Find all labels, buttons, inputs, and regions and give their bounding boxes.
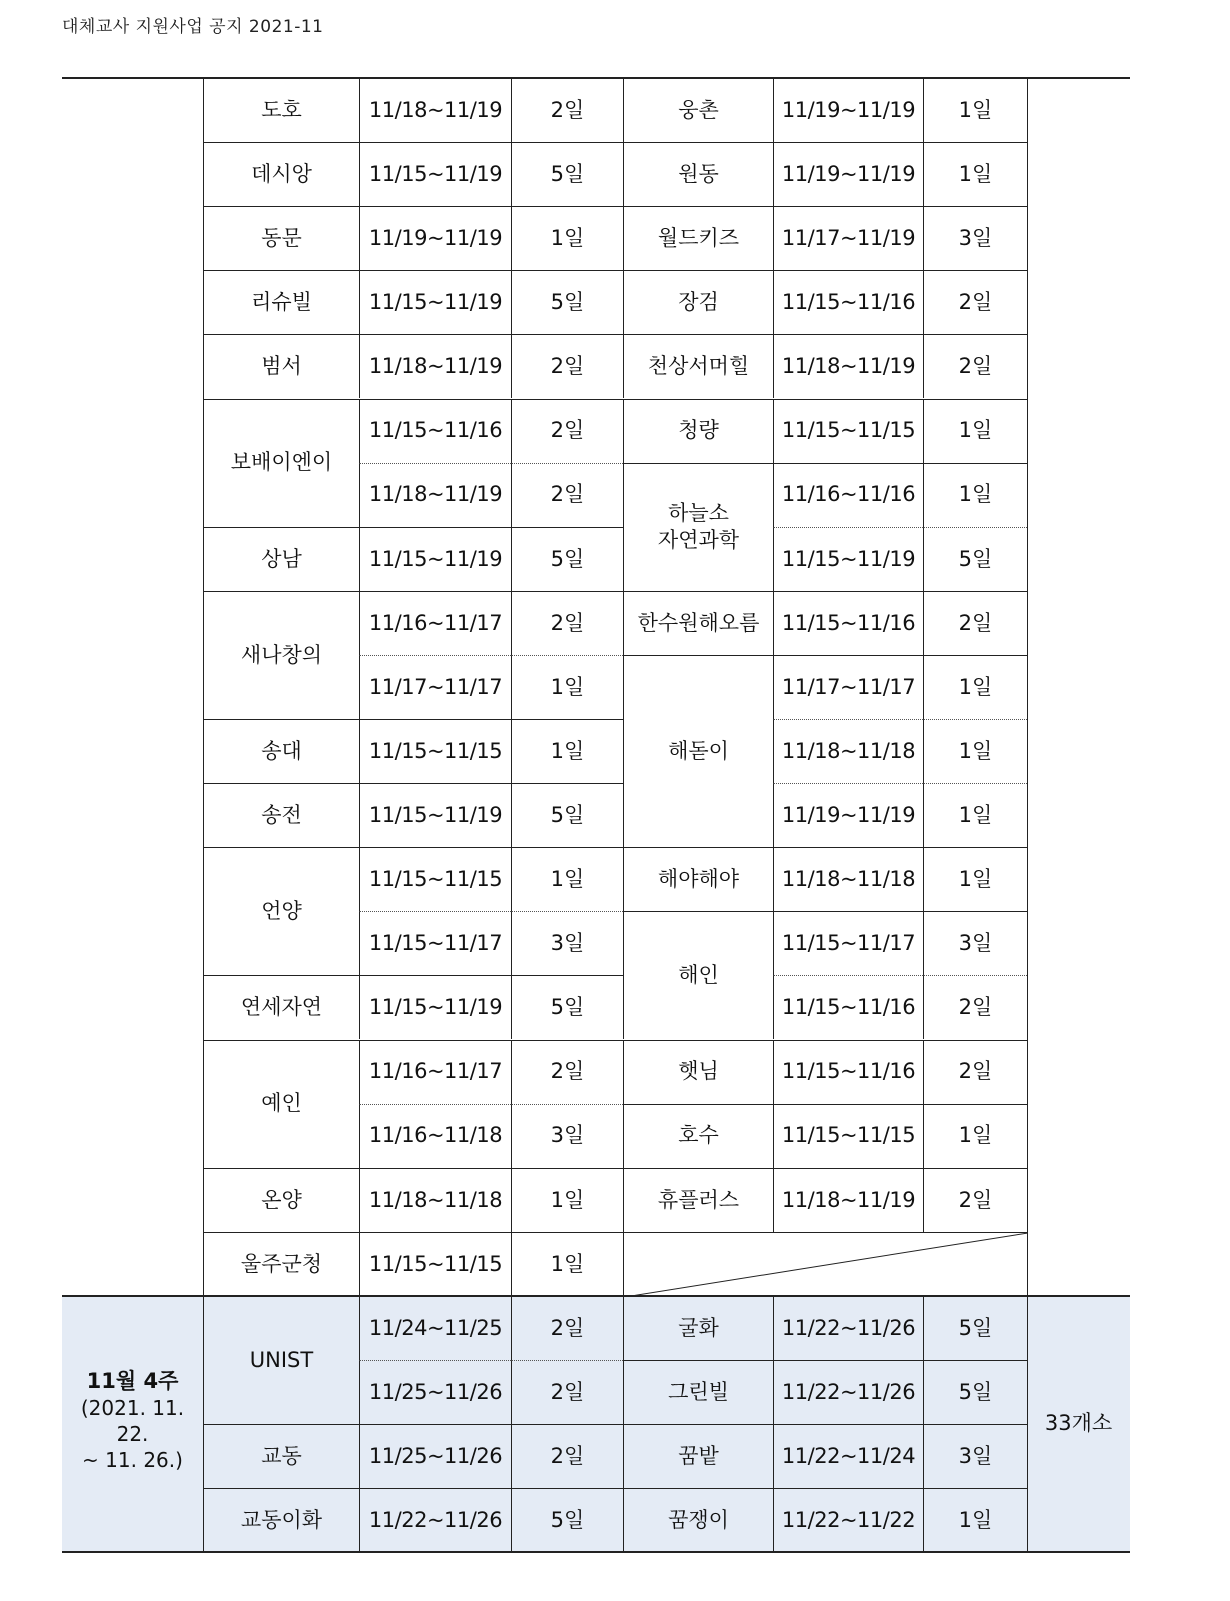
left-name-cell: 상남 (203, 527, 359, 591)
left-days-cell: 1일 (511, 719, 623, 783)
table-right-border (1027, 78, 1028, 1296)
right-days-cell: 2일 (923, 591, 1027, 655)
right-days-cell: 3일 (923, 206, 1027, 270)
week4-left-border-inner (203, 1296, 204, 1552)
left-name-cell: 예인 (203, 1040, 359, 1168)
right-date-cell: 11/15~11/16 (773, 591, 923, 655)
right-name-cell: 한수원해오름 (623, 591, 773, 655)
right-date-cell: 11/19~11/19 (773, 78, 923, 142)
week4-right-days-cell: 1일 (923, 1488, 1027, 1552)
week4-left-name-cell: UNIST (203, 1296, 359, 1424)
left-date-cell: 11/15~11/19 (359, 975, 511, 1039)
left-date-cell: 11/18~11/18 (359, 1168, 511, 1232)
left-days-cell: 5일 (511, 527, 623, 591)
table-left-border (203, 78, 204, 1296)
right-days-cell: 1일 (923, 847, 1027, 911)
week4-right-days-cell: 5일 (923, 1360, 1027, 1424)
left-date-cell: 11/15~11/19 (359, 783, 511, 847)
left-date-cell: 11/15~11/15 (359, 1232, 511, 1296)
right-date-cell: 11/18~11/18 (773, 847, 923, 911)
right-date-cell: 11/18~11/19 (773, 334, 923, 398)
week4-left-date-cell: 11/25~11/26 (359, 1424, 511, 1488)
right-date-cell: 11/19~11/19 (773, 783, 923, 847)
week4-right-name-cell: 꿈쟁이 (623, 1488, 773, 1552)
left-name-cell: 리슈빌 (203, 270, 359, 334)
right-days-cell: 1일 (923, 783, 1027, 847)
left-days-cell: 5일 (511, 783, 623, 847)
left-date-cell: 11/18~11/19 (359, 463, 511, 527)
left-name-cell: 울주군청 (203, 1232, 359, 1296)
left-days-cell: 2일 (511, 399, 623, 463)
left-date-cell: 11/15~11/17 (359, 911, 511, 975)
week4-total: 33개소 (1044, 1411, 1113, 1436)
week4-range-start: (2021. 11. 22. (80, 1396, 185, 1447)
right-name-cell: 장검 (623, 270, 773, 334)
left-days-cell: 2일 (511, 1040, 623, 1104)
week4-right-days-cell: 3일 (923, 1424, 1027, 1488)
left-name-cell: 데시앙 (203, 142, 359, 206)
right-date-cell: 11/15~11/16 (773, 1040, 923, 1104)
left-days-cell: 2일 (511, 591, 623, 655)
right-date-cell: 11/18~11/19 (773, 1168, 923, 1232)
left-date-cell: 11/17~11/17 (359, 655, 511, 719)
bottom-rule (62, 1551, 1130, 1553)
right-name-cell: 햇님 (623, 1040, 773, 1104)
top-rule-left (62, 77, 1027, 79)
left-date-cell: 11/19~11/19 (359, 206, 511, 270)
right-date-cell: 11/15~11/19 (773, 527, 923, 591)
week4-left-name-cell: 교동이화 (203, 1488, 359, 1552)
left-date-cell: 11/15~11/19 (359, 270, 511, 334)
right-days-cell: 1일 (923, 399, 1027, 463)
right-date-cell: 11/16~11/16 (773, 463, 923, 527)
left-date-cell: 11/18~11/19 (359, 334, 511, 398)
right-date-cell: 11/15~11/16 (773, 270, 923, 334)
right-days-cell: 2일 (923, 334, 1027, 398)
week4-right-date-cell: 11/22~11/24 (773, 1424, 923, 1488)
left-days-cell: 3일 (511, 911, 623, 975)
right-days-cell: 1일 (923, 78, 1027, 142)
week4-left-days-cell: 5일 (511, 1488, 623, 1552)
top-rule-right (1027, 77, 1130, 79)
left-days-cell: 2일 (511, 78, 623, 142)
week4-right-name-cell: 그린빌 (623, 1360, 773, 1424)
left-name-cell: 언양 (203, 847, 359, 975)
right-name-cell: 하늘소 자연과학 (623, 463, 773, 591)
left-days-cell: 5일 (511, 975, 623, 1039)
left-days-cell: 1일 (511, 655, 623, 719)
week4-top-rule (62, 1295, 1130, 1297)
left-date-cell: 11/15~11/16 (359, 399, 511, 463)
week4-title: 11월 4주 (86, 1368, 179, 1393)
left-name-cell: 도호 (203, 78, 359, 142)
right-days-cell: 1일 (923, 463, 1027, 527)
week4-right-date-cell: 11/22~11/22 (773, 1488, 923, 1552)
week4-left-days-cell: 2일 (511, 1296, 623, 1360)
left-days-cell: 2일 (511, 463, 623, 527)
right-days-cell: 1일 (923, 655, 1027, 719)
document-header: 대체교사 지원사업 공지 2021-11 (62, 17, 324, 37)
right-date-cell: 11/17~11/17 (773, 655, 923, 719)
left-days-cell: 1일 (511, 847, 623, 911)
left-name-cell: 범서 (203, 334, 359, 398)
right-name-cell: 해야해야 (623, 847, 773, 911)
left-date-cell: 11/18~11/19 (359, 78, 511, 142)
week4-left-days-cell: 2일 (511, 1424, 623, 1488)
week4-right-date-cell: 11/22~11/26 (773, 1360, 923, 1424)
right-days-cell: 1일 (923, 719, 1027, 783)
right-name-cell: 청량 (623, 399, 773, 463)
right-days-cell: 1일 (923, 1104, 1027, 1168)
right-days-cell: 1일 (923, 142, 1027, 206)
right-name-cell: 월드키즈 (623, 206, 773, 270)
right-date-cell: 11/17~11/19 (773, 206, 923, 270)
right-date-cell: 11/15~11/17 (773, 911, 923, 975)
left-name-cell: 송전 (203, 783, 359, 847)
right-days-cell: 2일 (923, 975, 1027, 1039)
right-name-cell: 호수 (623, 1104, 773, 1168)
left-name-cell: 새나창의 (203, 591, 359, 719)
right-name-cell: 해돋이 (623, 655, 773, 847)
empty-diagonal-cell (623, 1232, 1027, 1296)
right-days-cell: 2일 (923, 1168, 1027, 1232)
left-name-cell: 연세자연 (203, 975, 359, 1039)
week4-right-days-cell: 5일 (923, 1296, 1027, 1360)
left-days-cell: 1일 (511, 1168, 623, 1232)
left-name-cell: 송대 (203, 719, 359, 783)
left-date-cell: 11/16~11/17 (359, 1040, 511, 1104)
week4-left-date-cell: 11/24~11/25 (359, 1296, 511, 1360)
left-days-cell: 5일 (511, 142, 623, 206)
right-name-cell: 원동 (623, 142, 773, 206)
left-days-cell: 2일 (511, 334, 623, 398)
left-date-cell: 11/16~11/18 (359, 1104, 511, 1168)
right-name-cell: 천상서머힐 (623, 334, 773, 398)
left-name-cell: 온양 (203, 1168, 359, 1232)
left-days-cell: 1일 (511, 206, 623, 270)
left-days-cell: 3일 (511, 1104, 623, 1168)
right-days-cell: 5일 (923, 527, 1027, 591)
week4-range-end: ~ 11. 26.) (82, 1448, 183, 1473)
left-days-cell: 1일 (511, 1232, 623, 1296)
right-days-cell: 3일 (923, 911, 1027, 975)
right-name-cell: 웅촌 (623, 78, 773, 142)
right-days-cell: 2일 (923, 1040, 1027, 1104)
right-date-cell: 11/15~11/15 (773, 1104, 923, 1168)
left-date-cell: 11/15~11/15 (359, 719, 511, 783)
week4-label (62, 1368, 203, 1473)
right-date-cell: 11/15~11/15 (773, 399, 923, 463)
right-date-cell: 11/18~11/18 (773, 719, 923, 783)
week4-right-name-cell: 굴화 (623, 1296, 773, 1360)
week4-left-name-cell: 교동 (203, 1424, 359, 1488)
left-name-cell: 동문 (203, 206, 359, 270)
week4-left-date-cell: 11/25~11/26 (359, 1360, 511, 1424)
week4-right-name-cell: 꿈밭 (623, 1424, 773, 1488)
week4-right-date-cell: 11/22~11/26 (773, 1296, 923, 1360)
left-date-cell: 11/15~11/19 (359, 142, 511, 206)
right-date-cell: 11/19~11/19 (773, 142, 923, 206)
left-date-cell: 11/15~11/19 (359, 527, 511, 591)
left-date-cell: 11/15~11/15 (359, 847, 511, 911)
week4-left-date-cell: 11/22~11/26 (359, 1488, 511, 1552)
left-name-cell: 보배이엔이 (203, 399, 359, 527)
week4-left-days-cell: 2일 (511, 1360, 623, 1424)
right-days-cell: 2일 (923, 270, 1027, 334)
left-days-cell: 5일 (511, 270, 623, 334)
right-date-cell: 11/15~11/16 (773, 975, 923, 1039)
right-name-cell: 휴플러스 (623, 1168, 773, 1232)
left-date-cell: 11/16~11/17 (359, 591, 511, 655)
right-name-cell: 해인 (623, 911, 773, 1039)
